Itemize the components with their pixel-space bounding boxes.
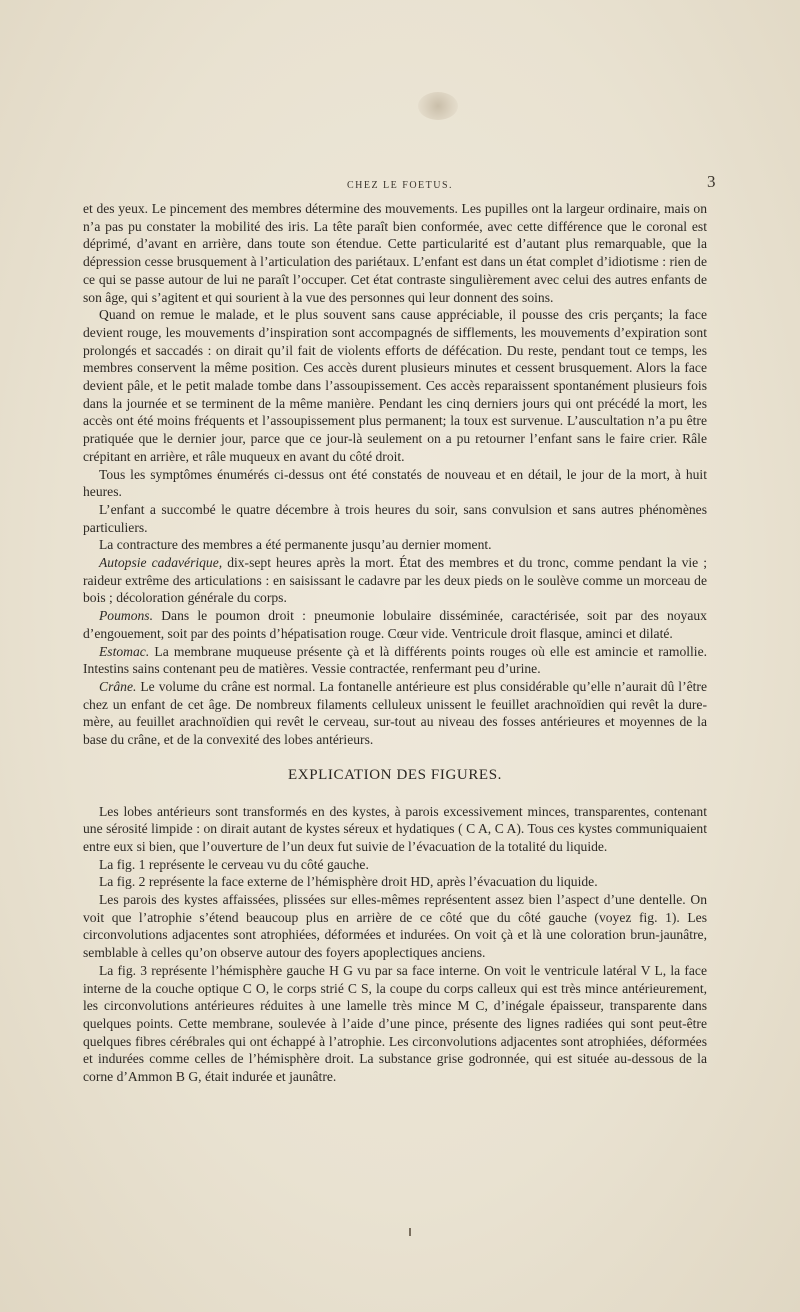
paragraph — [83, 466, 707, 501]
paragraph-text: dix-sept heures après la mort. État des membres et du tronc, comme pendant la vie ; raideur extrême des articulations : en saisissant le cadavre par les deux pieds on le soulève comme un morceau de bois ; décoloration générale du corps. — [83, 555, 707, 606]
paragraph-label: Autopsie cadavérique, — [99, 555, 223, 571]
section-title: EXPLICATION DES FIGURES. — [288, 766, 502, 783]
paragraph-text: La membrane muqueuse présente çà et là différents points rouges où elle est amincie et ramollie. Intestins sains contenant peu de matières. Vessie contractée, renfermant peu d’urine. — [83, 643, 708, 677]
explanation-paragraph: Les lobes antérieurs sont transformés en des kystes, à parois excessivement minces, transparentes, contenant une sérosité limpide : on dirait autant de kystes séreux et hydatiques ( C A, C A). Tous ces kystes communiquaient entre eux si bien, que l’ouverture de l’un deux fut suivie de l’évacuation de la totalité du liquide. — [83, 803, 707, 854]
paragraph — [83, 536, 707, 554]
paragraph — [83, 643, 707, 678]
paragraph-text: Tous les symptômes énumérés ci-dessus ont été constatés de nouveau et en détail, le jour de la mort, à huit heures. — [83, 466, 707, 500]
explanation-paragraph: La fig. 2 représente la face externe de l’hémisphère droit HD, après l’évacuation du liquide. — [99, 874, 598, 890]
paragraph-text: Dans le poumon droit : pneumonie lobulaire disséminée, caractérisée, soit par des noyaux d’engouement, soit par des points d’hépatisation rouge. Cœur vide. Ventricule droit flasque, aminci et dilaté. — [83, 608, 707, 641]
paragraph-text: et des yeux. Le pincement des membres détermine des mouvements. Les pupilles ont la largeur ordinaire, mais on n’a pas pu constater la mobilité des iris. La tête paraît bien conformée, avec cette différence que le coronal est déprimé, d’avant en arrière, dans toute son étendue. Cette particularité est d’autant plus remarquable, que la dépression cesse brusquement à l’articulation des pariétaux. L’enfant est dans un état complet d’idiotisme : rien de ce qui se passe autour de lui ne paraît l’occuper. Cet état contraste singulièrement avec celui des autres enfants de son âge, qui s’agitent et qui sourient à la vue des personnes qui leur donnent des soins. — [83, 201, 707, 305]
explanation-paragraph: Les parois des kystes affaissées, plissées sur elles-mêmes représentent assez bien l’aspect d’une dentelle. On voit que l’atrophie s’étend beaucoup plus en arrière de ce côté que du côté gauche (voyez fig. 1). Les circonvolutions adjacentes sont atrophiées, déformées et indurées. On voit çà et là une coloration brun-jaunâtre, semblable à celles qu’on observe autour des foyers apoplectiques anciens. — [83, 892, 707, 961]
paragraph-text: L’enfant a succombé le quatre décembre à trois heures du soir, sans convulsion et sans autres phénomènes particuliers. — [83, 501, 707, 535]
printer-mark — [409, 1228, 411, 1236]
paragraph — [83, 678, 707, 749]
paper-stain — [418, 92, 458, 120]
paragraph — [83, 306, 707, 465]
paragraph — [83, 501, 707, 536]
paragraph-label: Crâne. — [99, 678, 137, 694]
paragraph-text: Quand on remue le malade, et le plus souvent sans cause appréciable, il pousse des cris perçants; la face devient rouge, les mouvements d’inspiration sont accompagnés de sifflements, les mouvements d’expiration sont prolongés et saccadés : on dirait qu’il fait de violents efforts de défécation. Du reste, pendant tout ce temps, les membres conservent la même position. Ces accès durent plusieurs minutes et cessent brusquement. Alors la face devient pâle, et le petit malade tombe dans l’assoupissement. Ces accès reparaissent spontanément plusieurs fois dans la journée et se terminent de la même manière. Pendant les cinq derniers jours qui ont précédé la mort, les accès ont été moins fréquents et l’assoupissement plus permanent; la toux est survenue. L’auscultation n’a pu être pratiquée que le dernier jour, parce que ce jour-là seulement on a pu retourner l’enfant sans le faire crier. Râle crépitant en arrière, et râle muqueux en avant du côté droit. — [83, 307, 707, 464]
running-head: CHEZ LE FOETUS. — [346, 180, 454, 191]
paragraph-label: Estomac. — [99, 643, 150, 659]
explanation-paragraph: La fig. 1 représente le cerveau vu du côté gauche. — [99, 856, 369, 872]
paragraph-text: Le volume du crâne est normal. La fontanelle antérieure est plus considérable qu’elle n’aurait dû l’être chez un enfant de cet âge. De nombreux filaments celluleux unissent le feuillet arachnoïdien qui revêt la dure-mère, au feuillet arachnoïdien qui revêt le cerveau, sur-tout au niveau des fosses antérieures et moyennes de la base du crâne, et de la convexité des lobes antérieurs. — [83, 678, 707, 748]
paragraph-text: La contracture des membres a été permanente jusqu’au dernier moment. — [99, 537, 492, 553]
paragraph-label: Poumons. — [99, 608, 153, 624]
page-number: 3 — [707, 172, 716, 191]
explanation-paragraph: La fig. 3 représente l’hémisphère gauche H G vu par sa face interne. On voit le ventricule latéral V L, la face interne de la couche optique C O, le corps strié C S, la coupe du corps calleux qui est très mince antérieurement, les circonvolutions antérieures réduites à une lamelle très mince M C, d’inégale épaisseur, transparente dans quelques points. Cette membrane, soulevée à l’aide d’une pince, présente des lignes radiées qui sont peut-être quelques fibres cérébrales qui ont échappé à l’atrophie. Les circonvolutions adjacentes sont atrophiées, déformées et indurées comme celles de l’hémisphère droit. La substance grise godronnée, qui est située au-dessous de la corne d’Ammon B G, était indurée et jaunâtre. — [83, 962, 707, 1085]
paragraph — [83, 200, 707, 306]
paragraph — [83, 554, 707, 607]
paragraph — [83, 607, 707, 642]
body-text — [83, 200, 707, 1086]
